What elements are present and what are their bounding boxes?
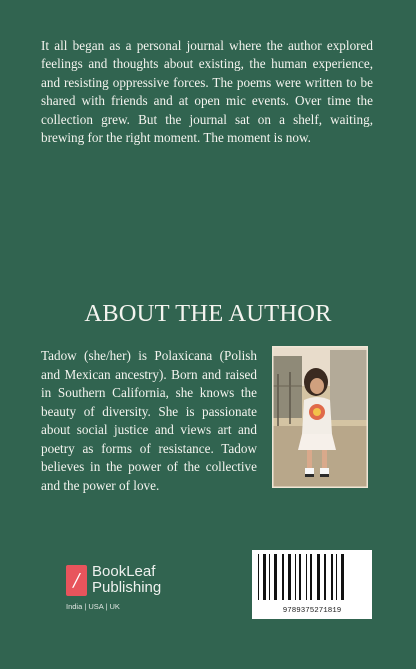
about-author-heading: ABOUT THE AUTHOR — [84, 300, 332, 327]
publisher-regions: India | USA | UK — [66, 602, 120, 611]
author-bio: Tadow (she/her) is Polaxicana (Polish and Mexican ancestry). Born and raised in Southern California, she knows the beauty of diversity. She is passionate about social justice and views art and poetry as forms of resistance. Tadow believes in the power of the collective and the power of love. — [41, 348, 257, 493]
isbn-barcode — [252, 550, 372, 619]
author-photo — [272, 346, 368, 488]
barcode-bars — [256, 554, 368, 602]
barcode-bar — [341, 554, 344, 600]
barcode-bar — [295, 554, 296, 600]
barcode-bar — [288, 554, 291, 600]
barcode-bar — [274, 554, 277, 600]
isbn-number: 9789375271819 — [282, 607, 342, 615]
barcode-bar — [282, 554, 284, 600]
bookleaf-mark-icon: / — [66, 565, 87, 596]
barcode-bar — [269, 554, 270, 600]
barcode-bar — [324, 554, 326, 600]
barcode-bar — [317, 554, 320, 600]
barcode-bar — [263, 554, 266, 600]
publisher-name-line2: Publishing — [92, 579, 162, 596]
barcode-bar — [336, 554, 337, 600]
barcode-bar — [310, 554, 312, 600]
barcode-bar — [258, 554, 259, 600]
barcode-bar — [299, 554, 301, 600]
back-cover-blurb — [41, 37, 373, 147]
publisher-logo — [66, 564, 176, 624]
blurb-text: It all began as a personal journal where the author explored feelings and thoughts about existing, the human experience, and resisting oppressive forces. The poems were written to be shared with friends and at open mic events. Over time the collection grew. But the journal sat on a shelf, waiting, brewing for the right moment. The moment is now. — [41, 38, 373, 146]
barcode-bar — [331, 554, 333, 600]
publisher-name — [92, 564, 161, 596]
barcode-bar — [306, 554, 307, 600]
publisher-name-line1: BookLeaf — [92, 563, 156, 580]
